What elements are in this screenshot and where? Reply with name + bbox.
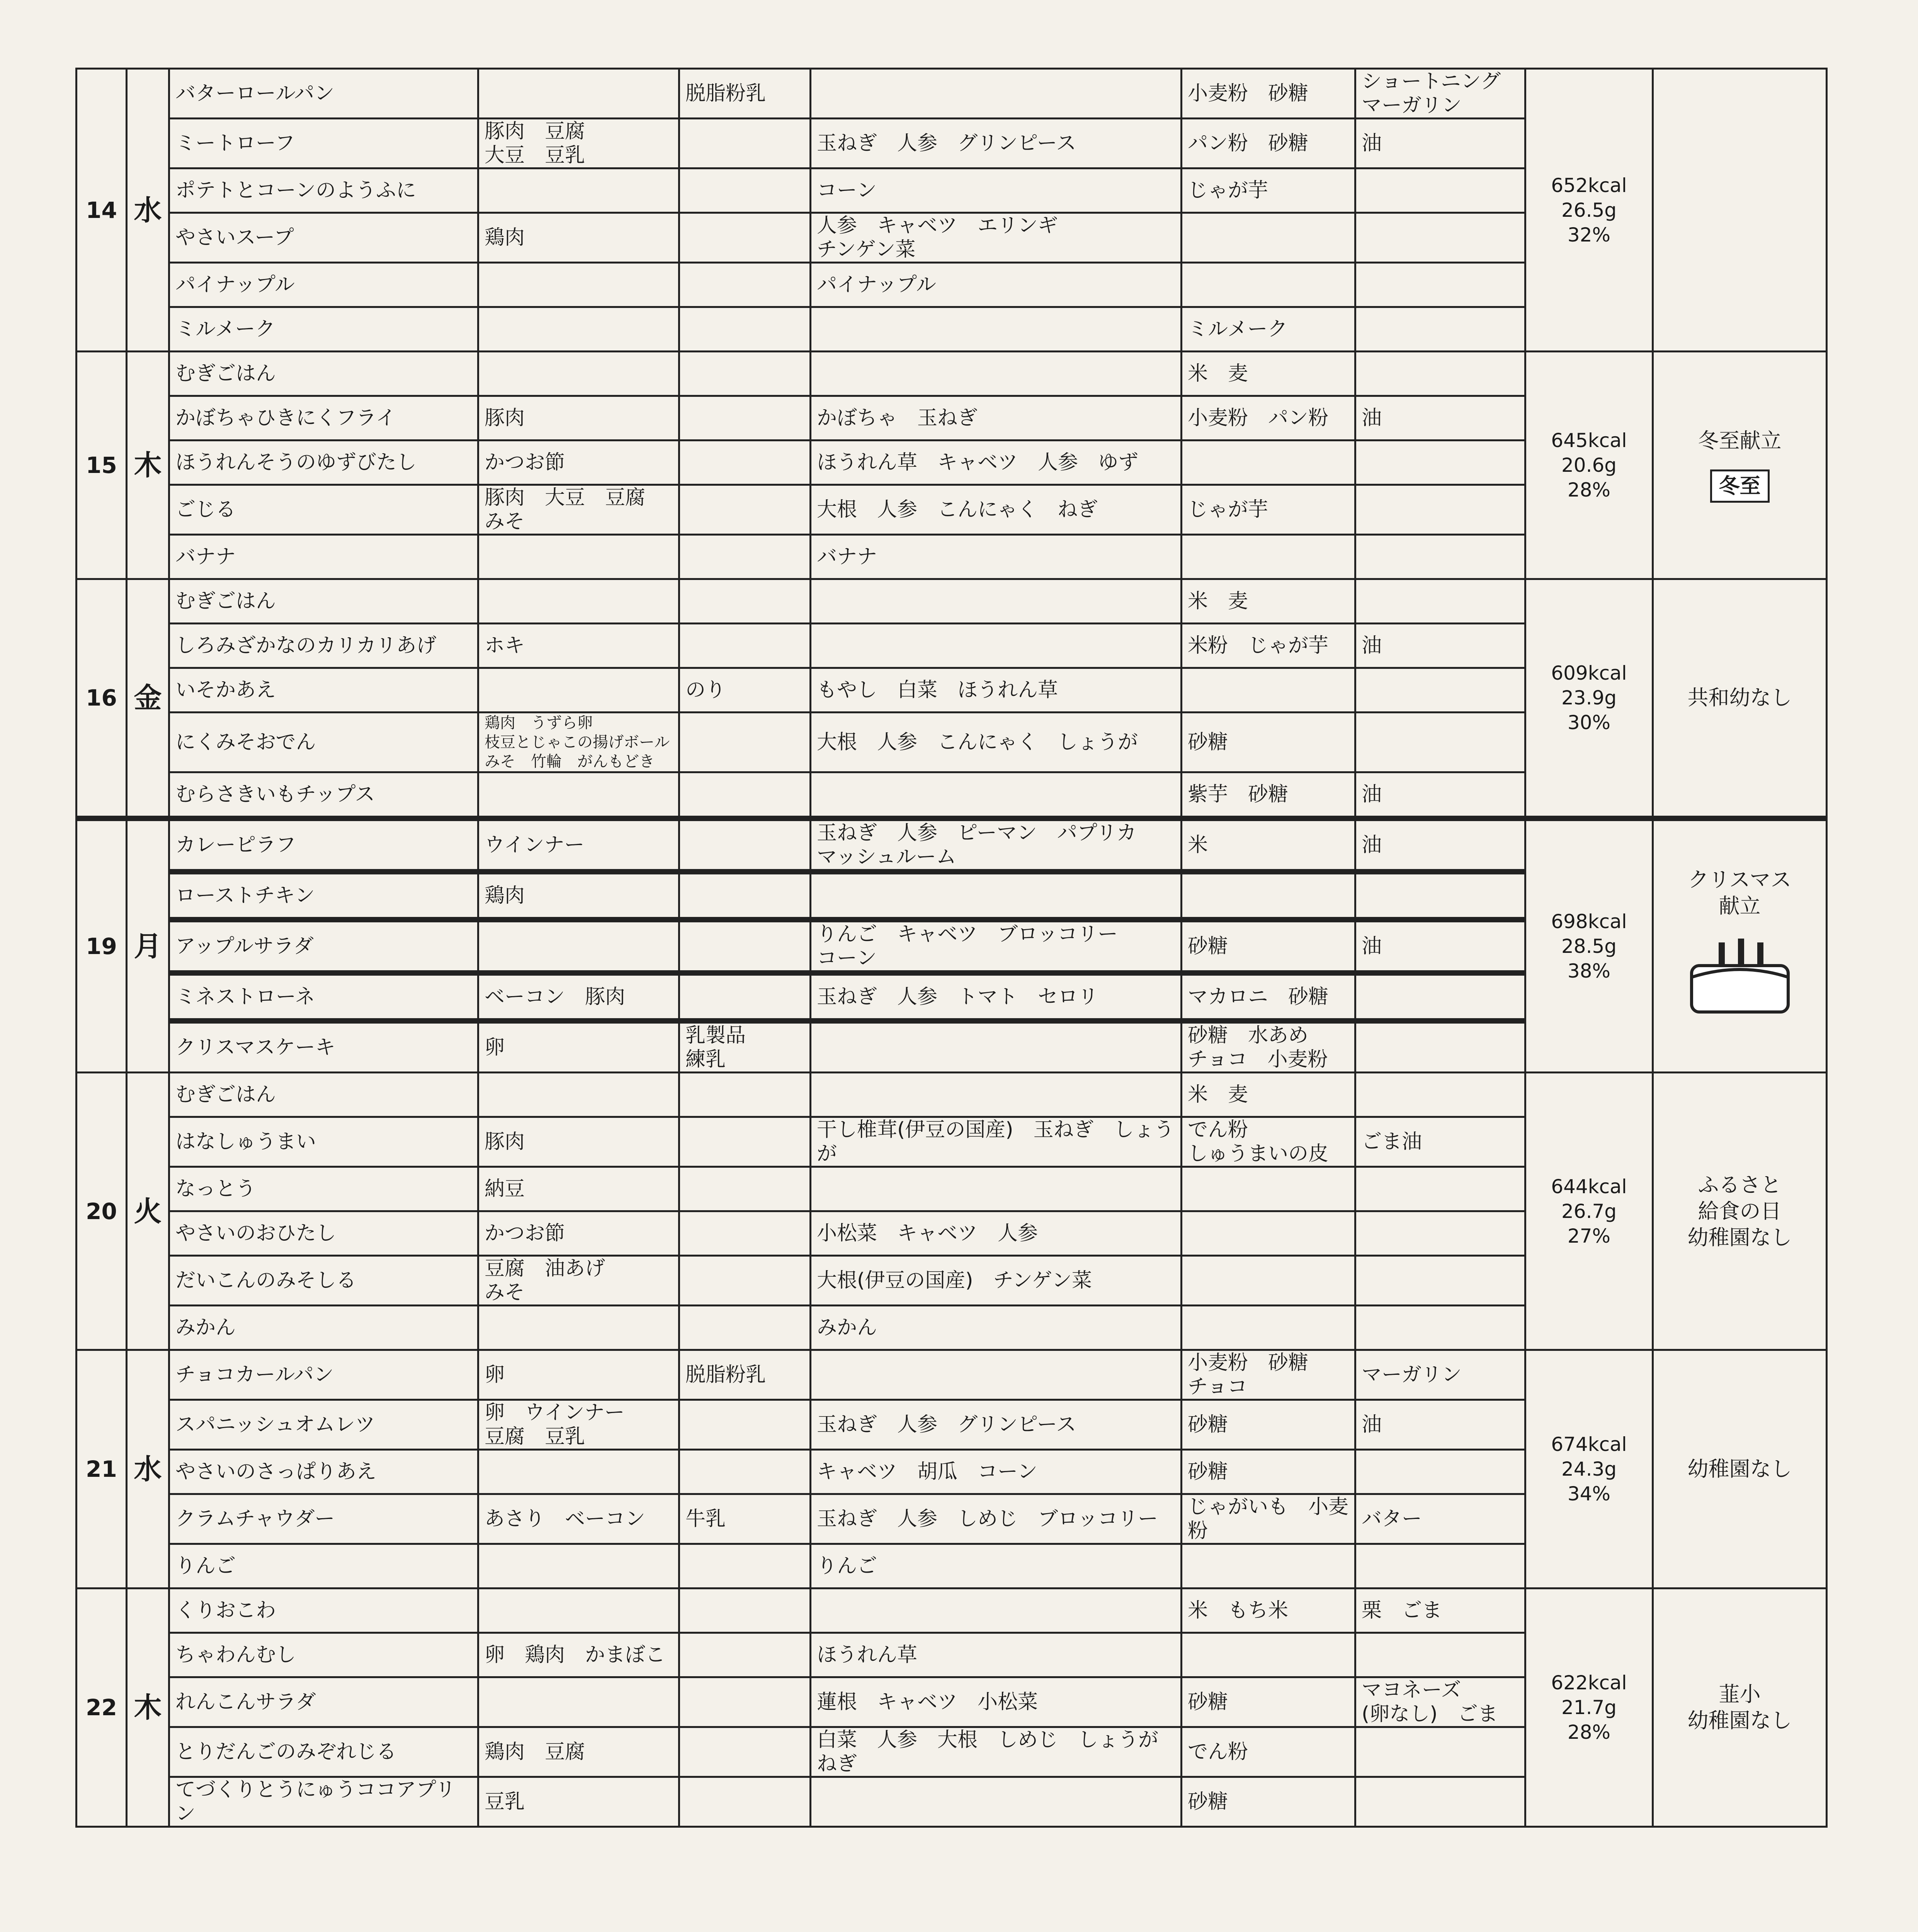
ingredient-yellow: 米粉 じゃが芋	[1182, 624, 1355, 668]
ingredient-red2	[679, 1211, 811, 1256]
dish-name: クラムチャウダー	[169, 1494, 478, 1544]
dish-name: ちゃわんむし	[169, 1633, 478, 1677]
ingredient-red1: 鶏肉 豆腐	[478, 1727, 679, 1777]
ingredient-green: ほうれん草	[811, 1633, 1182, 1677]
day-note-text: 共和幼なし	[1687, 685, 1792, 710]
day-note	[1653, 1588, 1827, 1827]
ingredient-red1: かつお節	[478, 440, 679, 485]
ingredient-red2	[679, 1073, 811, 1117]
ingredient-fat	[1355, 973, 1525, 1021]
ingredient-green	[811, 1777, 1182, 1827]
ingredient-red1: 卵	[478, 1350, 679, 1400]
ingredient-green: 玉ねぎ 人参 ピーマン パプリカ マッシュルーム	[811, 818, 1182, 872]
weekday: 木	[127, 352, 169, 579]
ingredient-red1: 豆腐 油あげ みそ	[478, 1256, 679, 1306]
ingredient-red2	[679, 440, 811, 485]
ingredient-red1: 鶏肉	[478, 213, 679, 263]
dish-name: むぎごはん	[169, 1073, 478, 1117]
ingredient-fat: 油	[1355, 1400, 1525, 1450]
ingredient-red2	[679, 1167, 811, 1211]
ingredient-red2	[679, 872, 811, 920]
dish-name: しろみざかなのカリカリあげ	[169, 624, 478, 668]
ingredient-yellow: 米 もち米	[1182, 1588, 1355, 1633]
ingredient-fat	[1355, 307, 1525, 352]
ingredient-yellow	[1182, 535, 1355, 579]
ingredient-red1: かつお節	[478, 1211, 679, 1256]
ingredient-fat	[1355, 872, 1525, 920]
ingredient-green: 玉ねぎ 人参 しめじ ブロッコリー	[811, 1494, 1182, 1544]
dish-name: むらさきいもチップス	[169, 772, 478, 819]
ingredient-fat	[1355, 1211, 1525, 1256]
ingredient-yellow: 砂糖 水あめ チョコ 小麦粉	[1182, 1021, 1355, 1073]
ingredient-green: キャベツ 胡瓜 コーン	[811, 1450, 1182, 1494]
dish-name: くりおこわ	[169, 1588, 478, 1633]
ingredient-fat	[1355, 168, 1525, 213]
dish-name: ミートローフ	[169, 119, 478, 168]
ingredient-yellow	[1182, 263, 1355, 307]
day-note	[1653, 818, 1827, 1073]
ingredient-red1	[478, 920, 679, 973]
day-note	[1653, 579, 1827, 819]
day-number: 14	[77, 69, 127, 352]
ingredient-yellow	[1182, 440, 1355, 485]
day-group	[77, 1350, 1827, 1588]
ingredient-yellow	[1182, 872, 1355, 920]
dish-name: ごじる	[169, 485, 478, 535]
ingredient-fat	[1355, 352, 1525, 396]
ingredient-yellow: パン粉 砂糖	[1182, 119, 1355, 168]
ingredient-red2	[679, 1400, 811, 1450]
ingredient-fat	[1355, 1544, 1525, 1588]
day-number: 20	[77, 1073, 127, 1350]
ingredient-fat: 油	[1355, 119, 1525, 168]
ingredient-red1	[478, 1073, 679, 1117]
ingredient-red1	[478, 307, 679, 352]
nutrition-values: 622kcal 21.7g 28%	[1525, 1588, 1653, 1827]
dish-name: ミルメーク	[169, 307, 478, 352]
ingredient-fat	[1355, 1777, 1525, 1827]
dish-name: いそかあえ	[169, 668, 478, 713]
ingredient-fat	[1355, 440, 1525, 485]
table-row	[77, 1588, 1827, 1633]
dish-name: かぼちゃひきにくフライ	[169, 396, 478, 440]
ingredient-green	[811, 1350, 1182, 1400]
ingredient-green	[811, 579, 1182, 624]
ingredient-red2	[679, 535, 811, 579]
dish-name: ほうれんそうのゆずびたし	[169, 440, 478, 485]
ingredient-red2	[679, 307, 811, 352]
ingredient-red2	[679, 213, 811, 263]
ingredient-red2: のり	[679, 668, 811, 713]
ingredient-red1	[478, 69, 679, 119]
day-number: 21	[77, 1350, 127, 1588]
ingredient-red2	[679, 713, 811, 772]
day-note-text: ふるさと 給食の日 幼稚園なし	[1687, 1172, 1792, 1250]
ingredient-red2	[679, 1117, 811, 1167]
ingredient-fat	[1355, 668, 1525, 713]
cake-icon	[1676, 919, 1804, 1020]
day-note	[1653, 1350, 1827, 1588]
ingredient-red2	[679, 352, 811, 396]
weekday: 水	[127, 69, 169, 352]
ingredient-yellow: 砂糖	[1182, 1777, 1355, 1827]
ingredient-red1	[478, 668, 679, 713]
ingredient-red1: あさり ベーコン	[478, 1494, 679, 1544]
ingredient-red1: ホキ	[478, 624, 679, 668]
day-group	[77, 579, 1827, 819]
ingredient-red1: ベーコン 豚肉	[478, 973, 679, 1021]
ingredient-yellow: マカロニ 砂糖	[1182, 973, 1355, 1021]
ingredient-fat	[1355, 1306, 1525, 1350]
dish-name: ミネストローネ	[169, 973, 478, 1021]
ingredient-green: 白菜 人参 大根 しめじ しょうが ねぎ	[811, 1727, 1182, 1777]
ingredient-red2	[679, 1727, 811, 1777]
day-group	[77, 352, 1827, 579]
dish-name: はなしゅうまい	[169, 1117, 478, 1167]
ingredient-fat	[1355, 485, 1525, 535]
ingredient-red1	[478, 1677, 679, 1727]
ingredient-green: 小松菜 キャベツ 人参	[811, 1211, 1182, 1256]
ingredient-green: 大根 人参 こんにゃく しょうが	[811, 713, 1182, 772]
ingredient-red1	[478, 263, 679, 307]
ingredient-green: 干し椎茸(伊豆の国産) 玉ねぎ しょうが	[811, 1117, 1182, 1167]
ingredient-red1: 豚肉	[478, 1117, 679, 1167]
dish-name: スパニッシュオムレツ	[169, 1400, 478, 1450]
nutrition-values: 698kcal 28.5g 38%	[1525, 818, 1653, 1073]
ingredient-yellow	[1182, 1544, 1355, 1588]
ingredient-red1: 鶏肉 うずら卵 枝豆とじゃこの揚げボール みそ 竹輪 がんもどき	[478, 713, 679, 772]
ingredient-green: コーン	[811, 168, 1182, 213]
ingredient-yellow: 米 麦	[1182, 352, 1355, 396]
ingredient-fat: ごま油	[1355, 1117, 1525, 1167]
dish-name: とりだんごのみぞれじる	[169, 1727, 478, 1777]
ingredient-yellow: 砂糖	[1182, 1450, 1355, 1494]
ingredient-yellow	[1182, 1211, 1355, 1256]
ingredient-yellow	[1182, 213, 1355, 263]
ingredient-yellow: 砂糖	[1182, 920, 1355, 973]
ingredient-green	[811, 1167, 1182, 1211]
weekday: 月	[127, 818, 169, 1073]
day-number: 15	[77, 352, 127, 579]
ingredient-fat: マーガリン	[1355, 1350, 1525, 1400]
ingredient-red2	[679, 1677, 811, 1727]
day-note-text: 韮小 幼稚園なし	[1687, 1682, 1792, 1733]
day-note-text: クリスマス 献立	[1688, 867, 1792, 918]
ingredient-red2	[679, 263, 811, 307]
ingredient-green: 大根(伊豆の国産) チンゲン菜	[811, 1256, 1182, 1306]
ingredient-yellow: ミルメーク	[1182, 307, 1355, 352]
ingredient-yellow: 紫芋 砂糖	[1182, 772, 1355, 819]
ingredient-fat: マヨネーズ (卵なし) ごま	[1355, 1677, 1525, 1727]
table-row	[77, 1350, 1827, 1400]
ingredient-yellow: じゃが芋	[1182, 485, 1355, 535]
ingredient-yellow: 小麦粉 砂糖	[1182, 69, 1355, 119]
ingredient-red2	[679, 1544, 811, 1588]
ingredient-green: かぼちゃ 玉ねぎ	[811, 396, 1182, 440]
ingredient-red2	[679, 119, 811, 168]
ingredient-red1	[478, 1306, 679, 1350]
ingredient-red2: 牛乳	[679, 1494, 811, 1544]
ingredient-fat	[1355, 263, 1525, 307]
ingredient-green	[811, 624, 1182, 668]
ingredient-fat	[1355, 213, 1525, 263]
ingredient-green	[811, 69, 1182, 119]
ingredient-red2	[679, 818, 811, 872]
dish-name: やさいスープ	[169, 213, 478, 263]
dish-name: アップルサラダ	[169, 920, 478, 973]
ingredient-green	[811, 352, 1182, 396]
nutrition-values: 652kcal 26.5g 32%	[1525, 69, 1653, 352]
ingredient-green	[811, 307, 1182, 352]
ingredient-fat: 油	[1355, 396, 1525, 440]
ingredient-yellow: 米	[1182, 818, 1355, 872]
ingredient-red1: 卵	[478, 1021, 679, 1073]
ingredient-red1	[478, 168, 679, 213]
ingredient-red2	[679, 1306, 811, 1350]
dish-name: ポテトとコーンのようふに	[169, 168, 478, 213]
ingredient-red2	[679, 485, 811, 535]
table-row	[77, 352, 1827, 396]
table-row	[77, 69, 1827, 119]
ingredient-red1	[478, 579, 679, 624]
ingredient-fat	[1355, 579, 1525, 624]
ingredient-red2: 脱脂粉乳	[679, 1350, 811, 1400]
ingredient-green: パイナップル	[811, 263, 1182, 307]
weekday: 金	[127, 579, 169, 819]
ingredient-fat	[1355, 1633, 1525, 1677]
ingredient-green: 大根 人参 こんにゃく ねぎ	[811, 485, 1182, 535]
dish-name: チョコカールパン	[169, 1350, 478, 1400]
ingredient-yellow	[1182, 1633, 1355, 1677]
ingredient-yellow: 砂糖	[1182, 1400, 1355, 1450]
nutrition-values: 644kcal 26.7g 27%	[1525, 1073, 1653, 1350]
ingredient-yellow	[1182, 1256, 1355, 1306]
ingredient-green	[811, 1588, 1182, 1633]
ingredient-green: バナナ	[811, 535, 1182, 579]
day-group	[77, 818, 1827, 1073]
ingredient-green: 玉ねぎ 人参 グリンピース	[811, 1400, 1182, 1450]
ingredient-green: りんご キャベツ ブロッコリー コーン	[811, 920, 1182, 973]
ingredient-red2	[679, 973, 811, 1021]
dish-name: みかん	[169, 1306, 478, 1350]
ingredient-green	[811, 872, 1182, 920]
day-note	[1653, 69, 1827, 352]
ingredient-fat	[1355, 1021, 1525, 1073]
dish-name: りんご	[169, 1544, 478, 1588]
ingredient-red2	[679, 772, 811, 819]
day-group	[77, 69, 1827, 352]
ingredient-green: もやし 白菜 ほうれん草	[811, 668, 1182, 713]
ingredient-green	[811, 1021, 1182, 1073]
weekday: 火	[127, 1073, 169, 1350]
dish-name: やさいのおひたし	[169, 1211, 478, 1256]
ingredient-fat	[1355, 535, 1525, 579]
dish-name: てづくりとうにゅうココアプリン	[169, 1777, 478, 1827]
dish-name: パイナップル	[169, 263, 478, 307]
ingredient-red1: 豚肉	[478, 396, 679, 440]
ingredient-red2	[679, 624, 811, 668]
dish-name: れんこんサラダ	[169, 1677, 478, 1727]
ingredient-fat: 栗 ごま	[1355, 1588, 1525, 1633]
ingredient-fat: バター	[1355, 1494, 1525, 1544]
ingredient-fat: ショートニング マーガリン	[1355, 69, 1525, 119]
dish-name: カレーピラフ	[169, 818, 478, 872]
ingredient-red1	[478, 1450, 679, 1494]
day-number: 16	[77, 579, 127, 819]
ingredient-red1	[478, 352, 679, 396]
ingredient-yellow	[1182, 1167, 1355, 1211]
ingredient-fat: 油	[1355, 624, 1525, 668]
ingredient-yellow: じゃが芋	[1182, 168, 1355, 213]
ingredient-red2	[679, 1450, 811, 1494]
dish-name: やさいのさっぱりあえ	[169, 1450, 478, 1494]
ingredient-red2	[679, 1633, 811, 1677]
ingredient-yellow	[1182, 1306, 1355, 1350]
ingredient-fat	[1355, 1256, 1525, 1306]
day-group	[77, 1073, 1827, 1350]
day-number: 19	[77, 818, 127, 1073]
ingredient-yellow: 小麦粉 パン粉	[1182, 396, 1355, 440]
ingredient-yellow: 米 麦	[1182, 579, 1355, 624]
weekday: 水	[127, 1350, 169, 1588]
ingredient-yellow: でん粉 しゅうまいの皮	[1182, 1117, 1355, 1167]
nutrition-values: 674kcal 24.3g 34%	[1525, 1350, 1653, 1588]
ingredient-yellow: 小麦粉 砂糖 チョコ	[1182, 1350, 1355, 1400]
ingredient-red2	[679, 920, 811, 973]
ingredient-green: ほうれん草 キャベツ 人参 ゆず	[811, 440, 1182, 485]
dish-name: ローストチキン	[169, 872, 478, 920]
dish-name: なっとう	[169, 1167, 478, 1211]
day-note-text: 幼稚園なし	[1687, 1457, 1792, 1481]
table-row	[77, 579, 1827, 624]
ingredient-yellow	[1182, 668, 1355, 713]
ingredient-fat: 油	[1355, 772, 1525, 819]
ingredient-red2	[679, 168, 811, 213]
ingredient-yellow: 米 麦	[1182, 1073, 1355, 1117]
table-row	[77, 818, 1827, 872]
ingredient-red1: 豆乳	[478, 1777, 679, 1827]
ingredient-fat	[1355, 1073, 1525, 1117]
ingredient-fat	[1355, 1167, 1525, 1211]
ingredient-green: りんご	[811, 1544, 1182, 1588]
dish-name: クリスマスケーキ	[169, 1021, 478, 1073]
ingredient-fat	[1355, 1727, 1525, 1777]
ingredient-green	[811, 772, 1182, 819]
ingredient-yellow: じゃがいも 小麦粉	[1182, 1494, 1355, 1544]
ingredient-red1	[478, 1588, 679, 1633]
dish-name: だいこんのみそしる	[169, 1256, 478, 1306]
ingredient-fat	[1355, 713, 1525, 772]
ingredient-green	[811, 1073, 1182, 1117]
ingredient-red2	[679, 1256, 811, 1306]
ingredient-green: 玉ねぎ 人参 トマト セロリ	[811, 973, 1182, 1021]
ingredient-yellow: 砂糖	[1182, 1677, 1355, 1727]
day-note	[1653, 352, 1827, 579]
day-note	[1653, 1073, 1827, 1350]
nutrition-values: 609kcal 23.9g 30%	[1525, 579, 1653, 819]
day-note-text: 冬至献立	[1698, 429, 1782, 453]
ingredient-red2	[679, 1588, 811, 1633]
ingredient-red1	[478, 772, 679, 819]
table-row	[77, 1073, 1827, 1117]
menu-table	[75, 68, 1828, 1828]
dish-name: バナナ	[169, 535, 478, 579]
ingredient-red1: 豚肉 大豆 豆腐 みそ	[478, 485, 679, 535]
ingredient-fat: 油	[1355, 920, 1525, 973]
dish-name: にくみそおでん	[169, 713, 478, 772]
ingredient-green: みかん	[811, 1306, 1182, 1350]
ingredient-yellow: 砂糖	[1182, 713, 1355, 772]
ingredient-red2: 脱脂粉乳	[679, 69, 811, 119]
ingredient-green: 玉ねぎ 人参 グリンピース	[811, 119, 1182, 168]
ingredient-red2	[679, 579, 811, 624]
ingredient-red2: 乳製品 練乳	[679, 1021, 811, 1073]
nutrition-values: 645kcal 20.6g 28%	[1525, 352, 1653, 579]
ingredient-red1	[478, 535, 679, 579]
ingredient-yellow: でん粉	[1182, 1727, 1355, 1777]
dish-name: バターロールパン	[169, 69, 478, 119]
ingredient-red1: 卵 ウインナー 豆腐 豆乳	[478, 1400, 679, 1450]
winter-stamp: 冬至	[1710, 469, 1770, 503]
dish-name: むぎごはん	[169, 352, 478, 396]
ingredient-fat	[1355, 1450, 1525, 1494]
day-number: 22	[77, 1588, 127, 1827]
ingredient-red2	[679, 396, 811, 440]
ingredient-red1: 鶏肉	[478, 872, 679, 920]
ingredient-green: 蓮根 キャベツ 小松菜	[811, 1677, 1182, 1727]
day-group	[77, 1588, 1827, 1827]
weekday: 木	[127, 1588, 169, 1827]
dish-name: むぎごはん	[169, 579, 478, 624]
ingredient-red1	[478, 1544, 679, 1588]
ingredient-green: 人参 キャベツ エリンギ チンゲン菜	[811, 213, 1182, 263]
ingredient-red1: ウインナー	[478, 818, 679, 872]
ingredient-red2	[679, 1777, 811, 1827]
ingredient-red1: 納豆	[478, 1167, 679, 1211]
ingredient-red1: 卵 鶏肉 かまぼこ	[478, 1633, 679, 1677]
ingredient-red1: 豚肉 豆腐 大豆 豆乳	[478, 119, 679, 168]
ingredient-fat: 油	[1355, 818, 1525, 872]
